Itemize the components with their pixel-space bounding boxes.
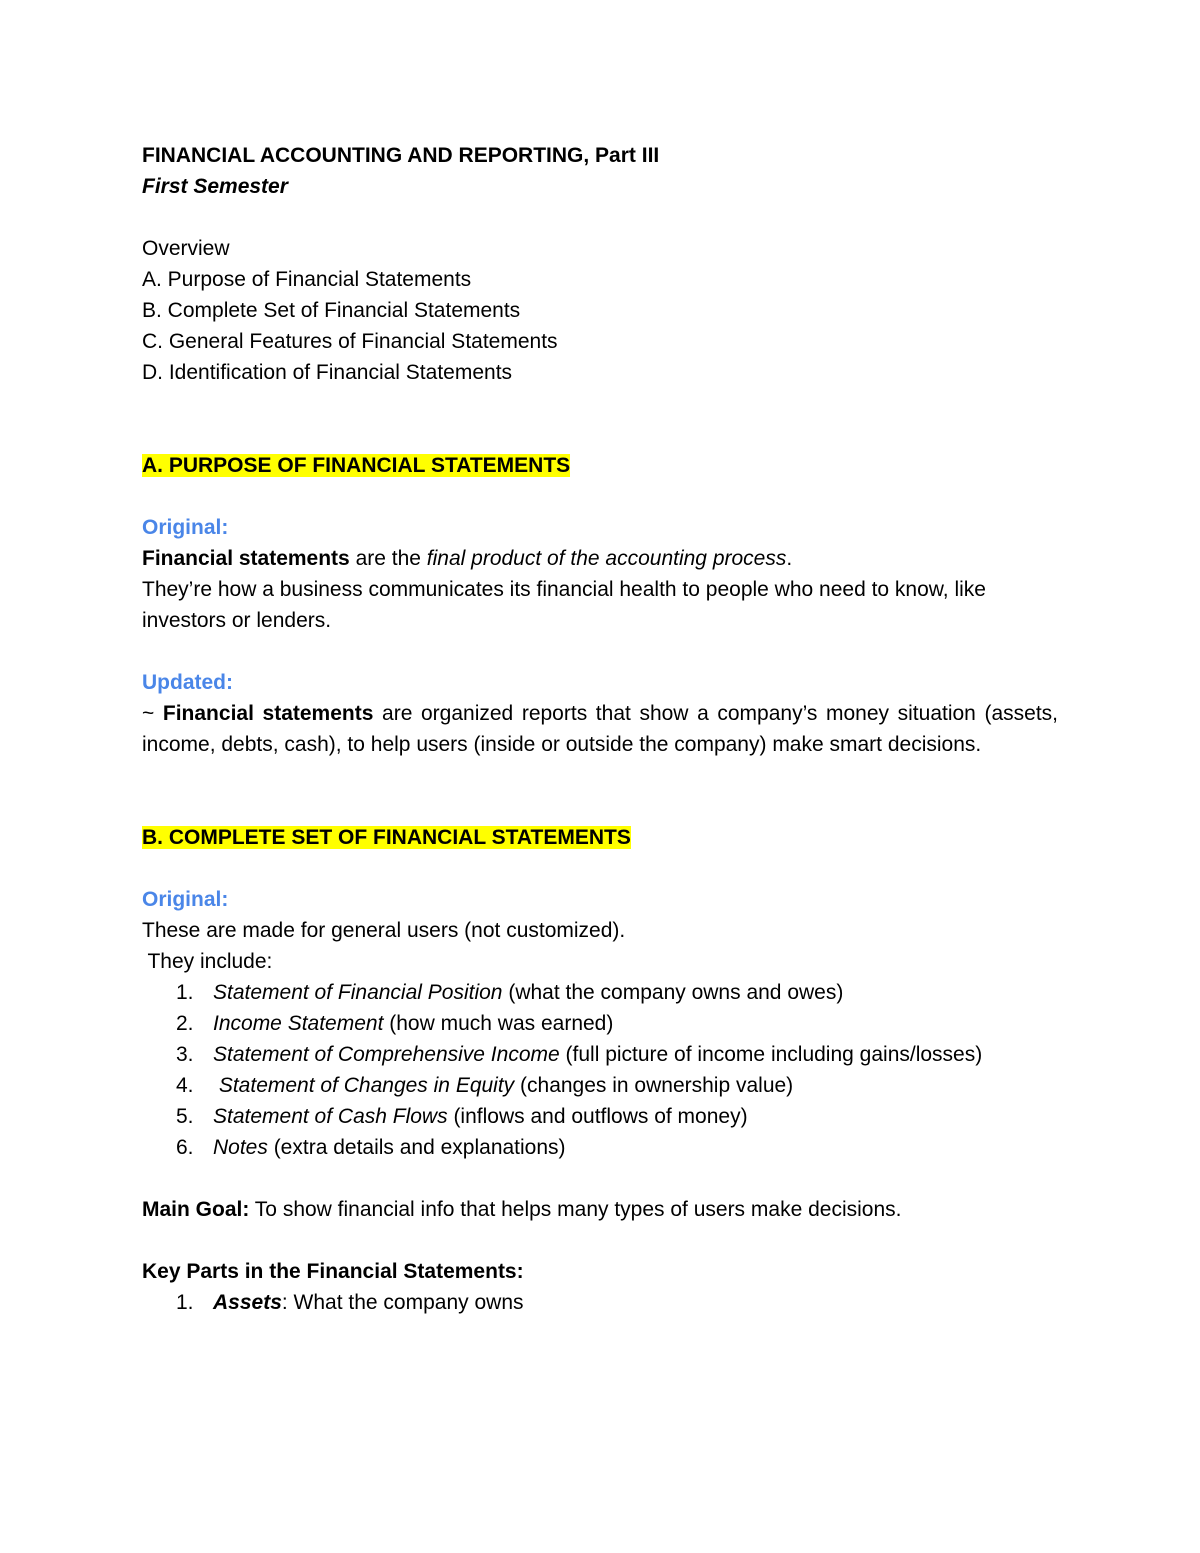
- section-b-heading: B. COMPLETE SET OF FINANCIAL STATEMENTS: [142, 826, 631, 849]
- term-financial-statements: Financial statements: [142, 547, 350, 570]
- list-number: 6.: [176, 1136, 194, 1159]
- section-b-original-label: Original:: [142, 888, 229, 911]
- main-goal-label: Main Goal:: [142, 1198, 250, 1221]
- statement-name: Statement of Financial Position: [213, 981, 503, 1004]
- list-item: [142, 1039, 1058, 1070]
- section-a-original-line1: [142, 543, 1058, 574]
- statement-desc: (how much was earned): [383, 1012, 614, 1035]
- overview-heading: Overview: [142, 237, 230, 260]
- original-end-text: .: [786, 547, 793, 570]
- list-item: [142, 1070, 1058, 1101]
- document-title: FINANCIAL ACCOUNTING AND REPORTING, Part III: [142, 144, 660, 167]
- section-a-heading: A. PURPOSE OF FINANCIAL STATEMENTS: [142, 454, 571, 477]
- statement-desc: (full picture of income including gains/losses): [559, 1043, 983, 1066]
- section-b-line1: These are made for general users (not customized).: [142, 919, 626, 942]
- list-number: 4.: [176, 1074, 194, 1097]
- main-goal-text: To show financial info that helps many types of users make decisions.: [249, 1198, 902, 1221]
- main-goal: [142, 1194, 1058, 1225]
- final-product-phrase: final product of the accounting process: [426, 547, 787, 570]
- statement-name: Notes: [213, 1136, 268, 1159]
- list-number: 5.: [176, 1105, 194, 1128]
- key-part-term: Assets: [213, 1291, 282, 1314]
- list-item: [142, 977, 1058, 1008]
- list-item: [142, 1287, 1058, 1318]
- overview-item-b: B. Complete Set of Financial Statements: [142, 299, 521, 322]
- statement-name: Statement of Cash Flows: [213, 1105, 448, 1128]
- list-number: 1.: [176, 981, 194, 1004]
- original-mid-text: are the: [349, 547, 427, 570]
- statements-list: [142, 977, 1058, 1163]
- section-b-line2: They include:: [142, 950, 273, 973]
- statement-desc: (what the company owns and owes): [502, 981, 844, 1004]
- statement-desc: (extra details and explanations): [267, 1136, 566, 1159]
- list-number: 3.: [176, 1043, 194, 1066]
- list-number: 1.: [176, 1291, 194, 1314]
- tilde-prefix: ~: [142, 702, 163, 725]
- document-subtitle: First Semester: [142, 175, 288, 198]
- list-item: [142, 1132, 1058, 1163]
- section-a-original-line2: They’re how a business communicates its financial health to people who need to know, like investors or lenders.: [142, 578, 986, 632]
- key-parts-list: [142, 1287, 1058, 1318]
- list-number: 2.: [176, 1012, 194, 1035]
- overview-item-a: A. Purpose of Financial Statements: [142, 268, 472, 291]
- overview-item-d: D. Identification of Financial Statements: [142, 361, 513, 384]
- key-part-desc: : What the company owns: [281, 1291, 524, 1314]
- section-a-updated-text: [142, 698, 1058, 760]
- updated-term: Financial statements: [162, 702, 374, 725]
- overview-item-c: C. General Features of Financial Statements: [142, 330, 558, 353]
- statement-name: Statement of Comprehensive Income: [213, 1043, 560, 1066]
- list-item: [142, 1008, 1058, 1039]
- section-a-original-label: Original:: [142, 516, 229, 539]
- statement-name: Income Statement: [213, 1012, 384, 1035]
- list-item: [142, 1101, 1058, 1132]
- statement-desc: (inflows and outflows of money): [447, 1105, 748, 1128]
- statement-desc: (changes in ownership value): [514, 1074, 794, 1097]
- statement-name: Statement of Changes in Equity: [213, 1074, 515, 1097]
- key-parts-heading: Key Parts in the Financial Statements:: [142, 1260, 524, 1283]
- section-a-updated-label: Updated:: [142, 671, 233, 694]
- updated-rest: are organized reports that show a company’s money situation (assets, income, debts, cash), to help users (inside or outside the company) make smart decisions.: [142, 702, 1058, 756]
